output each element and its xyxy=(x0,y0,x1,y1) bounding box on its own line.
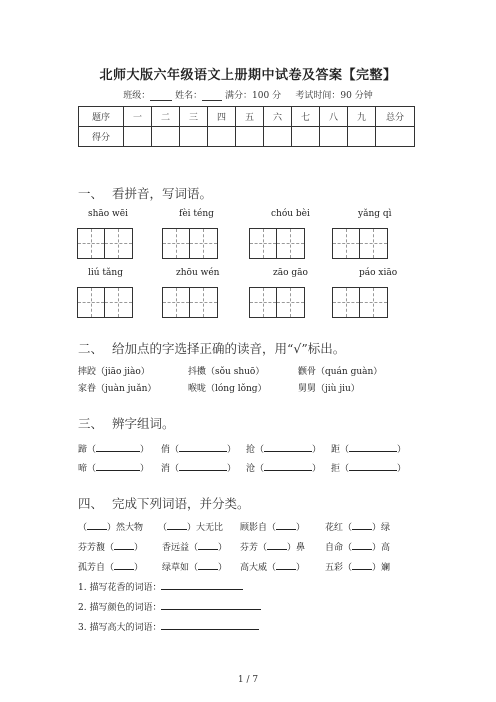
pinyin: chóu bèi xyxy=(271,209,310,219)
idiom-item: 芬芳馥（ ） xyxy=(78,540,143,553)
pinyin: shāo wēi xyxy=(88,209,128,219)
class-label: 班级： xyxy=(123,91,151,101)
section-title: 辨字组词。 xyxy=(112,416,175,431)
idiom-item: 顾影自（ ） xyxy=(240,520,305,533)
writing-box[interactable] xyxy=(332,228,388,259)
word-group-item: 抢（ ） xyxy=(246,442,321,455)
answer-blank[interactable] xyxy=(264,461,312,471)
name-label: 姓名： xyxy=(175,91,203,101)
answer-blank[interactable] xyxy=(167,520,187,530)
answer-blank[interactable] xyxy=(352,520,372,530)
word-group-item: 沧（ ） xyxy=(246,461,321,474)
section-number: 四、 xyxy=(78,496,104,511)
answer-blank[interactable] xyxy=(198,560,218,570)
pinyin: páo xiāo xyxy=(359,268,398,278)
score-cell[interactable] xyxy=(264,127,292,147)
exam-info xyxy=(0,88,496,101)
section-title: 完成下列词语，并分类。 xyxy=(112,496,250,511)
classify-line: 2. 描写颜色的词语： xyxy=(78,600,261,613)
writing-box[interactable] xyxy=(332,287,388,318)
pinyin: zhōu wén xyxy=(176,268,220,278)
score-cell[interactable] xyxy=(124,127,152,147)
answer-blank[interactable] xyxy=(179,442,227,452)
answer-blank[interactable] xyxy=(349,442,397,452)
score-cell[interactable] xyxy=(180,127,208,147)
pinyin: fèi téng xyxy=(179,209,214,219)
answer-blank[interactable] xyxy=(96,442,140,452)
answer-blank[interactable] xyxy=(87,520,107,530)
idiom-item: 孤芳自（ ） xyxy=(78,560,143,573)
header-cell: 三 xyxy=(180,107,208,127)
section-number: 一、 xyxy=(78,186,104,201)
answer-blank[interactable] xyxy=(161,580,243,590)
header-cell: 四 xyxy=(208,107,236,127)
score-cell[interactable] xyxy=(292,127,320,147)
full-score: 满分：100 分 xyxy=(225,91,282,101)
section-title: 看拼音，写词语。 xyxy=(112,186,213,201)
pronunciation-item[interactable]: 摔跤（jiāo jiào） xyxy=(78,367,150,377)
header-cell: 六 xyxy=(264,107,292,127)
idiom-item: （ ）大无比 xyxy=(158,520,223,533)
header-cell: 总分 xyxy=(376,107,415,127)
exam-time: 考试时间：90 分钟 xyxy=(295,91,373,101)
score-cell[interactable] xyxy=(236,127,264,147)
pronunciation-item[interactable]: 喉咙（lóng lǒng） xyxy=(188,384,267,394)
score-header-row xyxy=(79,107,415,127)
idiom-item: 五彩（ ）斓 xyxy=(325,560,390,573)
score-row-label: 得分 xyxy=(79,127,124,147)
section-title: 给加点的字选择正确的读音，用“√”标出。 xyxy=(112,341,346,356)
writing-box[interactable] xyxy=(77,287,133,318)
pinyin: zāo gāo xyxy=(273,268,308,278)
pronunciation-item[interactable]: 颧骨（quán guàn） xyxy=(298,367,383,377)
score-cell[interactable] xyxy=(348,127,376,147)
word-group-item: 蹄（ ） xyxy=(78,442,149,455)
answer-blank[interactable] xyxy=(267,540,287,550)
idiom-item: 自命（ ）高 xyxy=(325,540,390,553)
idiom-item: 香远益（ ） xyxy=(162,540,227,553)
answer-blank[interactable] xyxy=(114,560,134,570)
word-group-item: 拒（ ） xyxy=(331,461,406,474)
writing-box[interactable] xyxy=(249,228,305,259)
pronunciation-item[interactable]: 抖擞（sǒu shuō） xyxy=(188,367,265,377)
section-3-heading xyxy=(78,414,175,432)
score-cell[interactable] xyxy=(376,127,415,147)
pinyin: yǎng qì xyxy=(358,209,392,219)
word-group-item: 俏（ ） xyxy=(161,442,236,455)
header-cell: 二 xyxy=(152,107,180,127)
name-blank[interactable] xyxy=(202,90,222,101)
answer-blank[interactable] xyxy=(276,560,296,570)
answer-blank[interactable] xyxy=(264,442,312,452)
writing-box[interactable] xyxy=(77,228,133,259)
idiom-item: 花红（ ）绿 xyxy=(325,520,390,533)
answer-blank[interactable] xyxy=(198,540,218,550)
header-cell: 七 xyxy=(292,107,320,127)
word-group-item: 啼（ ） xyxy=(78,461,149,474)
section-1-heading xyxy=(78,184,212,202)
section-number: 二、 xyxy=(78,341,104,356)
answer-blank[interactable] xyxy=(161,600,261,610)
section-number: 三、 xyxy=(78,416,104,431)
section-4-heading xyxy=(78,494,250,512)
header-cell: 一 xyxy=(124,107,152,127)
score-cell[interactable] xyxy=(152,127,180,147)
writing-box[interactable] xyxy=(162,287,218,318)
writing-box[interactable] xyxy=(162,228,218,259)
answer-blank[interactable] xyxy=(96,461,140,471)
score-cell[interactable] xyxy=(208,127,236,147)
score-row xyxy=(79,127,415,147)
writing-box[interactable] xyxy=(249,287,305,318)
answer-blank[interactable] xyxy=(349,461,397,471)
score-table xyxy=(78,106,415,147)
header-cell: 八 xyxy=(320,107,348,127)
score-cell[interactable] xyxy=(320,127,348,147)
classify-line: 3. 描写高大的词语： xyxy=(78,620,259,633)
idiom-item: 绿草如（ ） xyxy=(162,560,227,573)
classify-line: 1. 描写花香的词语： xyxy=(78,580,243,593)
answer-blank[interactable] xyxy=(179,461,227,471)
idiom-item: （ ）然大物 xyxy=(78,520,143,533)
class-blank[interactable] xyxy=(150,90,172,101)
page-number: 1 / 7 xyxy=(237,675,259,685)
answer-blank[interactable] xyxy=(161,620,259,630)
answer-blank[interactable] xyxy=(114,540,134,550)
answer-blank[interactable] xyxy=(276,520,296,530)
word-group-item: 消（ ） xyxy=(161,461,236,474)
idiom-item: 芬芳（ ）鼻 xyxy=(240,540,305,553)
answer-blank[interactable] xyxy=(352,560,372,570)
answer-blank[interactable] xyxy=(352,540,372,550)
section-2-heading xyxy=(78,339,345,357)
word-group-item: 距（ ） xyxy=(331,442,406,455)
pinyin: liú tǎng xyxy=(88,268,123,278)
pronunciation-item[interactable]: 舅舅（jiù jiu） xyxy=(298,384,360,394)
idiom-item: 高大威（ ） xyxy=(240,560,305,573)
header-cell: 题序 xyxy=(79,107,124,127)
header-cell: 五 xyxy=(236,107,264,127)
page-title: 北师大版六年级语文上册期中试卷及答案【完整】 xyxy=(99,68,397,83)
pronunciation-item[interactable]: 家眷（juàn juǎn） xyxy=(78,384,157,394)
header-cell: 九 xyxy=(348,107,376,127)
